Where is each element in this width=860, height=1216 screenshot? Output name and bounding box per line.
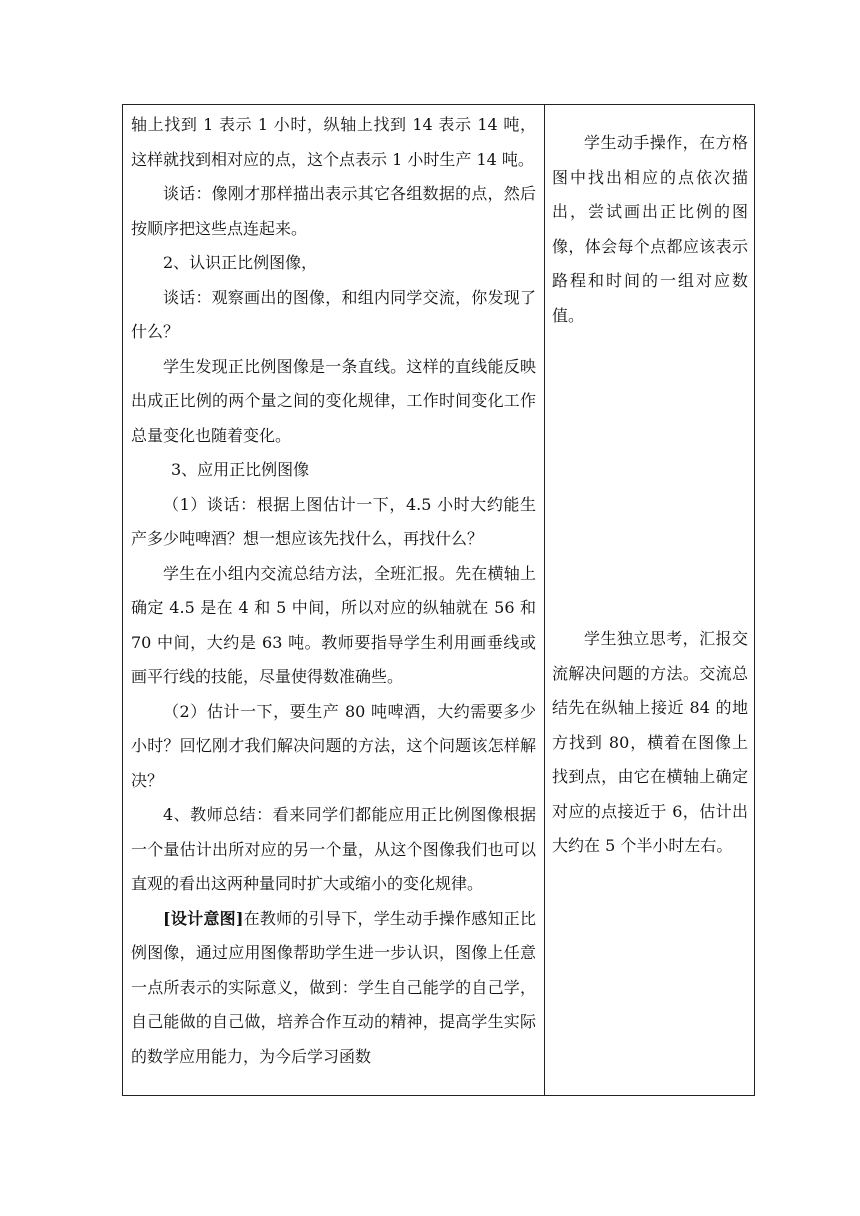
paragraph-observe-graph: 谈话：观察画出的图像，和组内同学交流，你发现了什么？ xyxy=(131,287,536,341)
design-intent-label: [设计意图] xyxy=(163,908,244,928)
paragraph-method-summary: 学生在小组内交流总结方法，全班汇报。先在横轴上确定 4.5 是在 4 和 5 中间，所以对应的纵轴就在 56 和 70 中间，大约是 63 吨。教师要指导学生利用画垂线或画平行线的技能，尽量使得数准确些。 xyxy=(131,563,536,686)
note-text-1: 学生动手操作，在方格图中找出相应的点依次描出，尝试画出正比例的图像，体会每个点都应该表示路程和时间的一组对应数值。 xyxy=(552,133,748,325)
design-intent-text: 在教师的引导下，学生动手操作感知正比例图像，通过应用图像帮助学生进一步认识，图像上任意一点所表示的实际意义，做到：学生自己能学的自己学，自己能做的自己做，培养合作互动的精神，提高学生实际的数学应用能力，为今后学习函数 xyxy=(131,908,536,1066)
teaching-process-column xyxy=(131,108,536,1074)
paragraph-question-2: （2）估计一下，要生产 80 吨啤酒，大约需要多少小时？回忆刚才我们解决问题的方法，这个问题该怎样解决？ xyxy=(131,701,536,790)
student-activity-note-1 xyxy=(552,126,748,333)
student-activity-note-2 xyxy=(552,622,748,864)
paragraph-teacher-summary: 4、教师总结：看来同学们都能应用正比例图像根据一个量估计出所对应的另一个量，从这个图像我们也可以直观的看出这两种量同时扩大或缩小的变化规律。 xyxy=(131,805,536,893)
note-text-2: 学生独立思考，汇报交流解决问题的方法。交流总结先在纵轴上接近 84 的地方找到 80，横着在图像上找到点，由它在横轴上确定对应的点接近于 6，估计出大约在 5 个半小时左右。 xyxy=(552,629,748,855)
paragraph-connect-points: 谈话：像刚才那样描出表示其它各组数据的点，然后按顺序把这些点连起来。 xyxy=(131,184,536,238)
column-divider xyxy=(544,104,545,1096)
heading-recognize-graph: 2、认识正比例图像， xyxy=(163,253,318,272)
heading-apply-graph: 3、应用正比例图像 xyxy=(171,460,310,479)
paragraph-plot-point: 轴上找到 1 表示 1 小时，纵轴上找到 14 表示 14 吨，这样就找到相对应的点，这个点表示 1 小时生产 14 吨。 xyxy=(131,115,536,169)
paragraph-straight-line: 学生发现正比例图像是一条直线。这样的直线能反映出成正比例的两个量之间的变化规律，工作时间变化工作总量变化也随着变化。 xyxy=(131,356,536,445)
paragraph-design-intent xyxy=(131,902,536,1075)
paragraph-question-1: （1）谈话：根据上图估计一下，4.5 小时大约能生产多少吨啤酒？想一想应该先找什么，再找什么？ xyxy=(131,494,536,548)
